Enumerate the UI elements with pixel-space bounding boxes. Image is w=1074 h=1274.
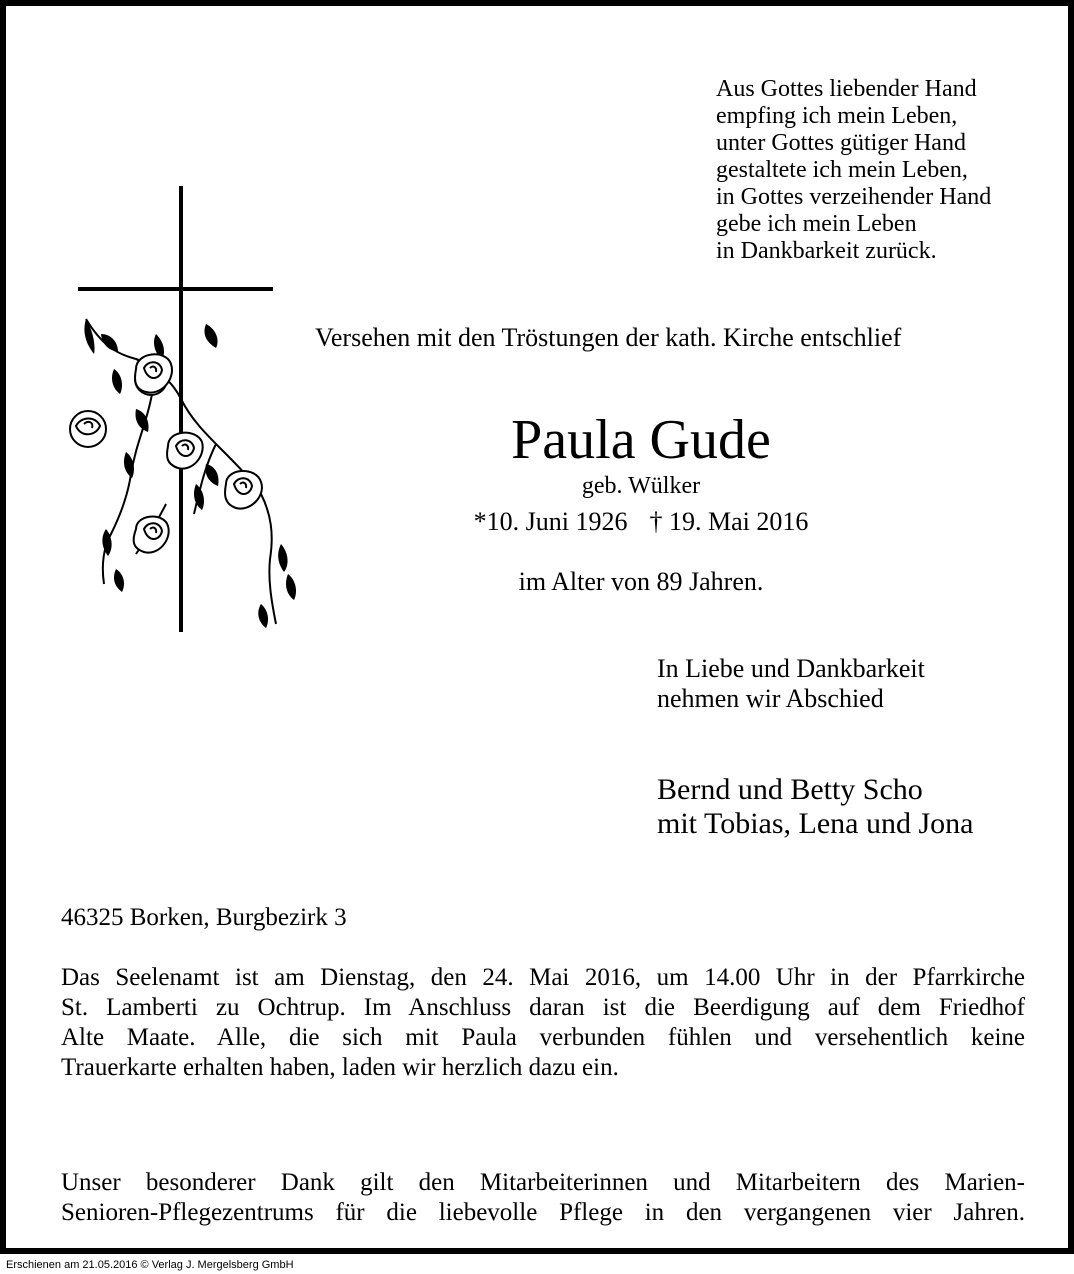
farewell-line: In Liebe und Dankbarkeit [657,654,925,683]
birth-date: *10. Juni 1926 [473,507,628,536]
deceased-name: Paula Gude [511,409,771,471]
poem-line: unter Gottes gütiger Hand [716,130,966,156]
farewell-text [657,654,925,714]
poem-line: gebe ich mein Leben [716,211,917,237]
thanks-line: Unser besonderer Dank gilt den Mitarbeiterinnen und Mitarbeitern des Marien- [61,1169,1025,1196]
age-text: im Alter von 89 Jahren. [518,567,764,596]
service-line: Das Seelenamt ist am Dienstag, den 24. Mai 2016, um 14.00 Uhr in der Pfarrkirche [61,964,1025,991]
thanks-paragraph [61,1168,1025,1228]
thanks-line: Senioren-Pflegezentrums für die liebevolle Pflege in den vergangenen vier Jahren. [61,1199,1025,1226]
address: 46325 Borken, Burgbezirk 3 [61,904,347,931]
service-paragraph [61,963,1025,1083]
publication-footer: Erschienen am 21.05.2016 © Verlag J. Mergelsberg GmbH [6,1259,294,1271]
poem-line: gestaltete ich mein Leben, [716,157,968,183]
family-line: Bernd und Betty Scho [657,773,923,806]
life-dates [416,506,866,538]
family-line: mit Tobias, Lena und Jona [657,807,974,840]
poem-line: in Dankbarkeit zurück. [716,238,937,264]
maiden-name: geb. Wülker [581,473,701,499]
service-line: Alte Maate. Alle, die sich mit Paula verbunden fühlen und versehentlich keine [61,1024,1025,1051]
poem-line: in Gottes verzeihender Hand [716,184,992,210]
poem-line: Aus Gottes liebender Hand [716,76,977,102]
farewell-line: nehmen wir Abschied [657,684,884,713]
poem [716,76,991,265]
service-line: Trauerkarte erhalten haben, laden wir herzlich dazu ein. [61,1054,619,1081]
family-names [657,773,973,841]
cross-with-roses-icon [56,184,316,636]
death-date: † 19. Mai 2016 [649,507,809,536]
poem-line: empfing ich mein Leben, [716,103,958,129]
service-line: St. Lamberti zu Ochtrup. Im Anschluss daran ist die Beerdigung auf dem Friedhof [61,994,1025,1021]
intro-text: Versehen mit den Tröstungen der kath. Kirche entschlief [315,323,902,352]
